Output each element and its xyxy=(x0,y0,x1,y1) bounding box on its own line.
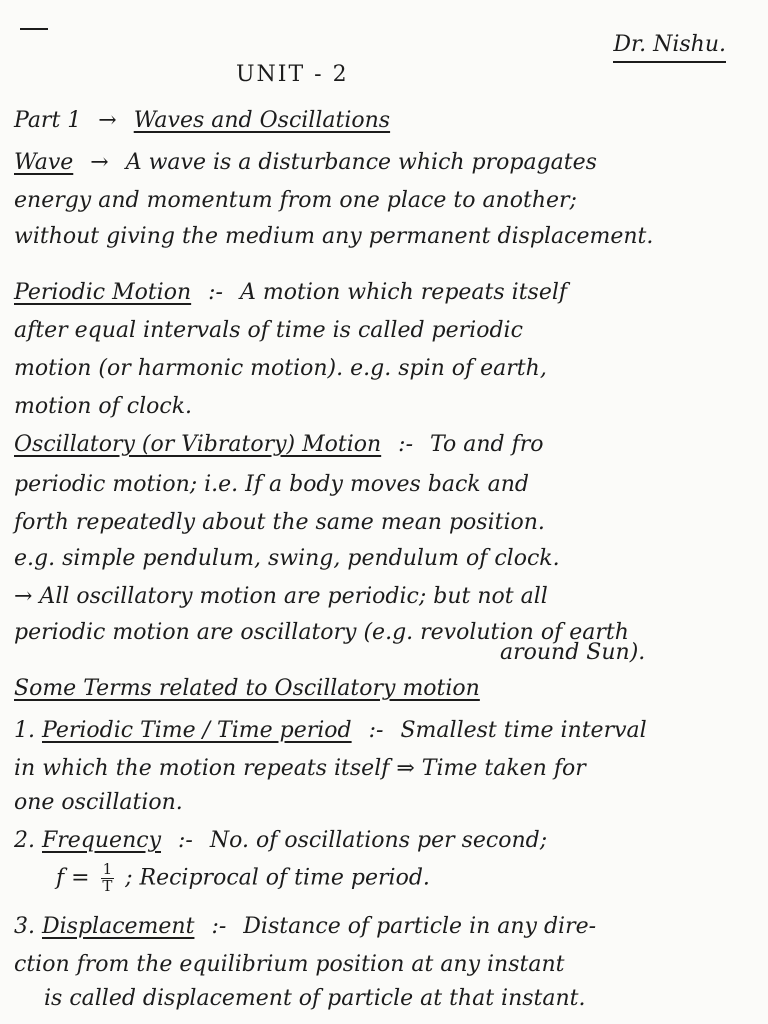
periodic-line-2: after equal intervals of time is called periodic xyxy=(14,318,523,343)
top-dash xyxy=(20,28,48,30)
oscillatory-line-1 xyxy=(14,432,544,457)
term-1-line-2: in which the motion repeats itself ⇒ Time taken for xyxy=(14,756,586,781)
term-1-title: Periodic Time / Time period xyxy=(42,718,352,743)
oscillatory-line-5: → All oscillatory motion are periodic; but not all xyxy=(14,584,548,609)
term-3-text: Distance of particle in any dire- xyxy=(243,914,597,939)
term-2-title: Frequency xyxy=(42,828,161,853)
term-2-text: No. of oscillations per second; xyxy=(209,828,548,853)
separator: :- xyxy=(211,914,227,939)
term-1-number: 1. xyxy=(14,718,35,743)
term-1-text: Smallest time interval xyxy=(400,718,647,743)
wave-text: A wave is a disturbance which propagates xyxy=(125,150,597,175)
wave-line-3: without giving the medium any permanent displacement. xyxy=(14,224,654,249)
fraction-numerator: 1 xyxy=(102,860,113,878)
term-3-number: 3. xyxy=(14,914,35,939)
wave-line-2: energy and momentum from one place to another; xyxy=(14,188,577,213)
author-name: Dr. Nishu. xyxy=(613,32,726,63)
oscillatory-term: Oscillatory (or Vibratory) Motion xyxy=(14,432,382,457)
oscillatory-line-7: around Sun). xyxy=(500,640,646,665)
term-3-line-3: is called displacement of particle at that instant. xyxy=(44,986,586,1011)
arrow: → xyxy=(98,108,117,133)
unit-title: UNIT - 2 xyxy=(236,62,349,87)
oscillatory-text: To and fro xyxy=(430,432,544,457)
periodic-line-4: motion of clock. xyxy=(14,394,193,419)
term-1-line-1 xyxy=(14,718,647,743)
periodic-text: A motion which repeats itself xyxy=(240,280,568,305)
periodic-line-1 xyxy=(14,280,567,305)
wave-term: Wave xyxy=(14,150,74,175)
periodic-line-3: motion (or harmonic motion). e.g. spin of earth, xyxy=(14,356,547,381)
formula-fraction xyxy=(101,862,115,895)
term-1-line-3: one oscillation. xyxy=(14,790,183,815)
part-label: Part 1 xyxy=(14,108,82,133)
oscillatory-line-6: periodic motion are oscillatory (e.g. revolution of earth xyxy=(14,620,629,645)
separator: :- xyxy=(368,718,384,743)
oscillatory-line-4: e.g. simple pendulum, swing, pendulum of clock. xyxy=(14,546,560,571)
term-2-line-1 xyxy=(14,828,547,853)
term-2-formula-line xyxy=(56,862,430,895)
term-3-line-1 xyxy=(14,914,596,939)
oscillatory-line-3: forth repeatedly about the same mean position. xyxy=(14,510,545,535)
separator: :- xyxy=(398,432,414,457)
term-2-text-2: ; Reciprocal of time period. xyxy=(125,865,430,891)
oscillatory-line-2: periodic motion; i.e. If a body moves back and xyxy=(14,472,529,497)
periodic-term: Periodic Motion xyxy=(14,280,192,305)
term-3-title: Displacement xyxy=(42,914,195,939)
term-2-number: 2. xyxy=(14,828,35,853)
formula-lhs: f = xyxy=(56,865,90,891)
part-heading xyxy=(14,108,390,133)
arrow: → xyxy=(90,150,109,175)
terms-heading: Some Terms related to Oscillatory motion xyxy=(14,676,480,701)
wave-line-1 xyxy=(14,150,597,175)
separator: :- xyxy=(208,280,223,305)
part-title: Waves and Oscillations xyxy=(133,108,391,133)
separator: :- xyxy=(178,828,193,853)
term-3-line-2: ction from the equilibrium position at any instant xyxy=(14,952,565,977)
fraction-denominator: T xyxy=(102,876,113,895)
